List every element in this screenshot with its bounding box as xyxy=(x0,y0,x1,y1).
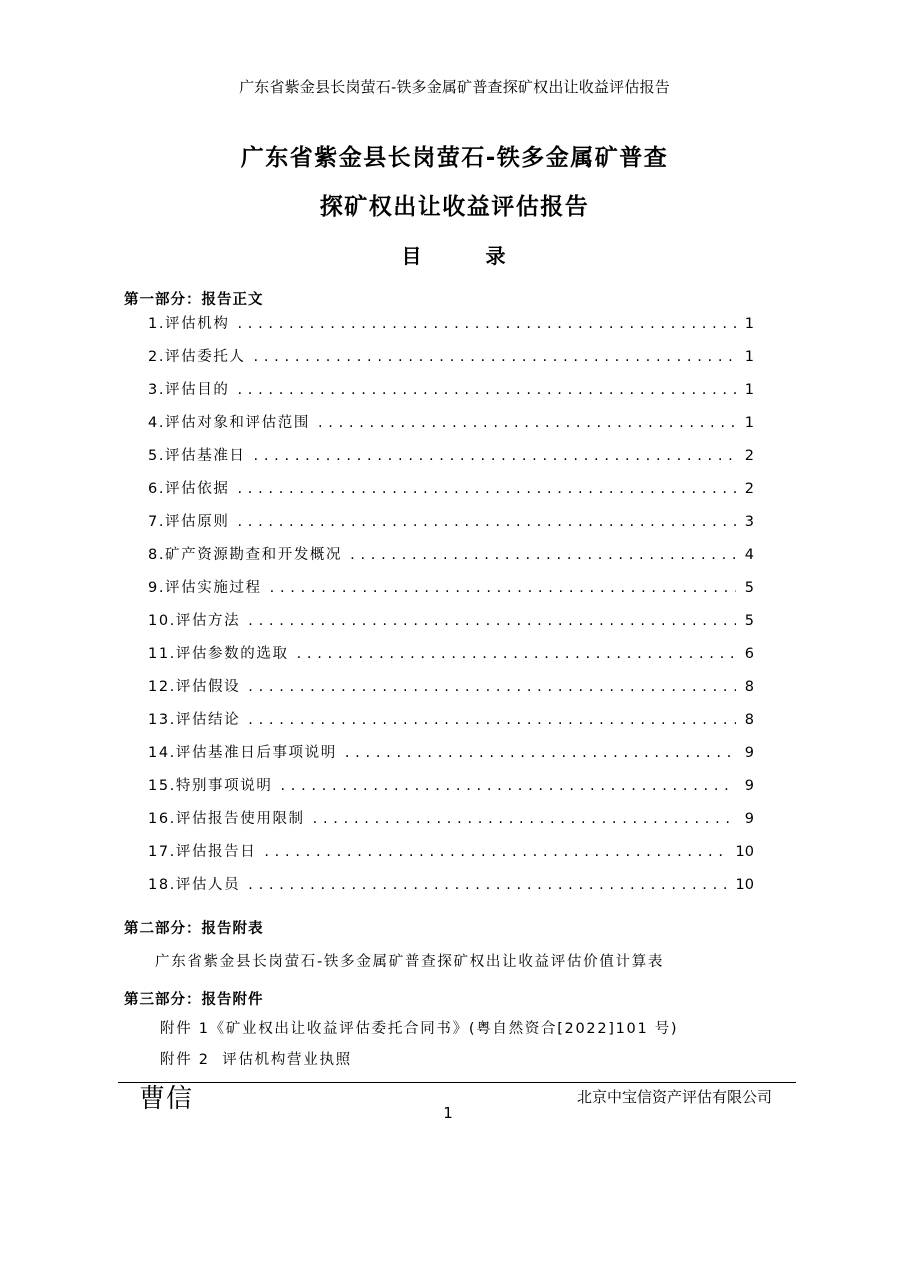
toc-dot-leader xyxy=(237,514,736,530)
toc-dot-leader xyxy=(237,481,736,497)
toc-entry-label: 7.评估原则 xyxy=(148,514,230,530)
toc-dot-leader xyxy=(248,679,736,695)
toc-entry-label: 5.评估基准日 xyxy=(148,448,246,464)
toc-dot-leader xyxy=(254,448,736,464)
toc-entry-page: 8 xyxy=(744,712,754,728)
toc-entry-page: 10 xyxy=(735,844,754,860)
report-title-line-1: 广东省紫金县长岗萤石-铁多金属矿普查 xyxy=(240,145,669,171)
toc-dot-leader xyxy=(270,580,736,596)
toc-entry-label: 11.评估参数的选取 xyxy=(148,646,289,662)
company-logo-text: 曹信 xyxy=(139,1084,194,1114)
toc-dot-leader xyxy=(264,844,727,860)
toc-dot-leader xyxy=(237,316,736,332)
toc-entry-label: 17.评估报告日 xyxy=(148,844,257,860)
toc-entry-label: 3.评估目的 xyxy=(148,382,230,398)
toc-entry-page: 5 xyxy=(744,613,754,629)
toc-heading: 目录 xyxy=(401,244,570,268)
toc-entry-page: 4 xyxy=(744,547,754,563)
toc-entry-label: 8.矿产资源勘查和开发概况 xyxy=(148,547,343,563)
toc-entry xyxy=(148,873,754,906)
toc-entry-page: 3 xyxy=(744,514,754,530)
toc-entry-label: 15.特别事项说明 xyxy=(148,778,273,794)
running-header: 广东省紫金县长岗萤石-铁多金属矿普查探矿权出让收益评估报告 xyxy=(239,78,670,96)
part2-table-title: 广东省紫金县长岗萤石-铁多金属矿普查探矿权出让收益评估价值计算表 xyxy=(155,954,665,970)
toc-entry xyxy=(148,543,754,576)
toc-entry xyxy=(148,609,754,642)
footer-company-name: 北京中宝信资产评估有限公司 xyxy=(576,1088,772,1106)
report-title-line-2: 探矿权出让收益评估报告 xyxy=(319,194,590,220)
page-number: 1 xyxy=(443,1104,453,1122)
toc-entry-label: 6.评估依据 xyxy=(148,481,230,497)
footer-divider xyxy=(118,1082,796,1083)
toc-dot-leader xyxy=(254,349,736,365)
toc-dot-leader xyxy=(248,613,736,629)
toc-entry-page: 1 xyxy=(744,415,754,431)
toc-entry-page: 9 xyxy=(744,745,754,761)
toc-entry-page: 2 xyxy=(744,448,754,464)
part1-label: 第一部分：报告正文 xyxy=(124,292,264,308)
toc-entry-page: 5 xyxy=(744,580,754,596)
toc-entry-label: 12.评估假设 xyxy=(148,679,241,695)
toc-entry-label: 2.评估委托人 xyxy=(148,349,246,365)
toc-entry-label: 4.评估对象和评估范围 xyxy=(148,415,310,431)
toc-dot-leader xyxy=(248,877,727,893)
toc-entry-page: 8 xyxy=(744,679,754,695)
toc-list xyxy=(148,312,754,906)
toc-entry-label: 16.评估报告使用限制 xyxy=(148,811,305,827)
toc-entry xyxy=(148,345,754,378)
toc-entry xyxy=(148,411,754,444)
toc-dot-leader xyxy=(345,745,736,761)
toc-entry-label: 13.评估结论 xyxy=(148,712,241,728)
toc-entry-page: 2 xyxy=(744,481,754,497)
toc-dot-leader xyxy=(318,415,736,431)
toc-entry xyxy=(148,840,754,873)
attachment-2: 附件 2 评估机构营业执照 xyxy=(160,1052,352,1068)
toc-dot-leader xyxy=(350,547,736,563)
toc-entry xyxy=(148,510,754,543)
toc-entry-label: 1.评估机构 xyxy=(148,316,230,332)
toc-entry-page: 6 xyxy=(744,646,754,662)
toc-entry xyxy=(148,774,754,807)
part2-label: 第二部分：报告附表 xyxy=(124,921,264,937)
toc-entry xyxy=(148,477,754,510)
attachment-1: 附件 1《矿业权出让收益评估委托合同书》(粤自然资合[2022]101 号) xyxy=(160,1021,679,1037)
toc-entry-label: 14.评估基准日后事项说明 xyxy=(148,745,337,761)
toc-dot-leader xyxy=(248,712,736,728)
toc-entry-page: 1 xyxy=(744,349,754,365)
toc-entry xyxy=(148,675,754,708)
toc-entry-page: 1 xyxy=(744,382,754,398)
toc-entry xyxy=(148,576,754,609)
toc-entry xyxy=(148,378,754,411)
toc-dot-leader xyxy=(237,382,736,398)
toc-entry xyxy=(148,807,754,840)
toc-entry xyxy=(148,444,754,477)
part3-label: 第三部分：报告附件 xyxy=(124,992,264,1008)
toc-entry-page: 9 xyxy=(744,778,754,794)
toc-entry xyxy=(148,741,754,774)
toc-entry xyxy=(148,642,754,675)
toc-entry-page: 10 xyxy=(735,877,754,893)
toc-entry xyxy=(148,708,754,741)
toc-entry xyxy=(148,312,754,345)
toc-entry-label: 10.评估方法 xyxy=(148,613,241,629)
toc-entry-page: 1 xyxy=(744,316,754,332)
toc-dot-leader xyxy=(297,646,736,662)
toc-entry-page: 9 xyxy=(744,811,754,827)
toc-entry-label: 18.评估人员 xyxy=(148,877,241,893)
toc-dot-leader xyxy=(280,778,736,794)
toc-entry-label: 9.评估实施过程 xyxy=(148,580,262,596)
toc-dot-leader xyxy=(313,811,736,827)
